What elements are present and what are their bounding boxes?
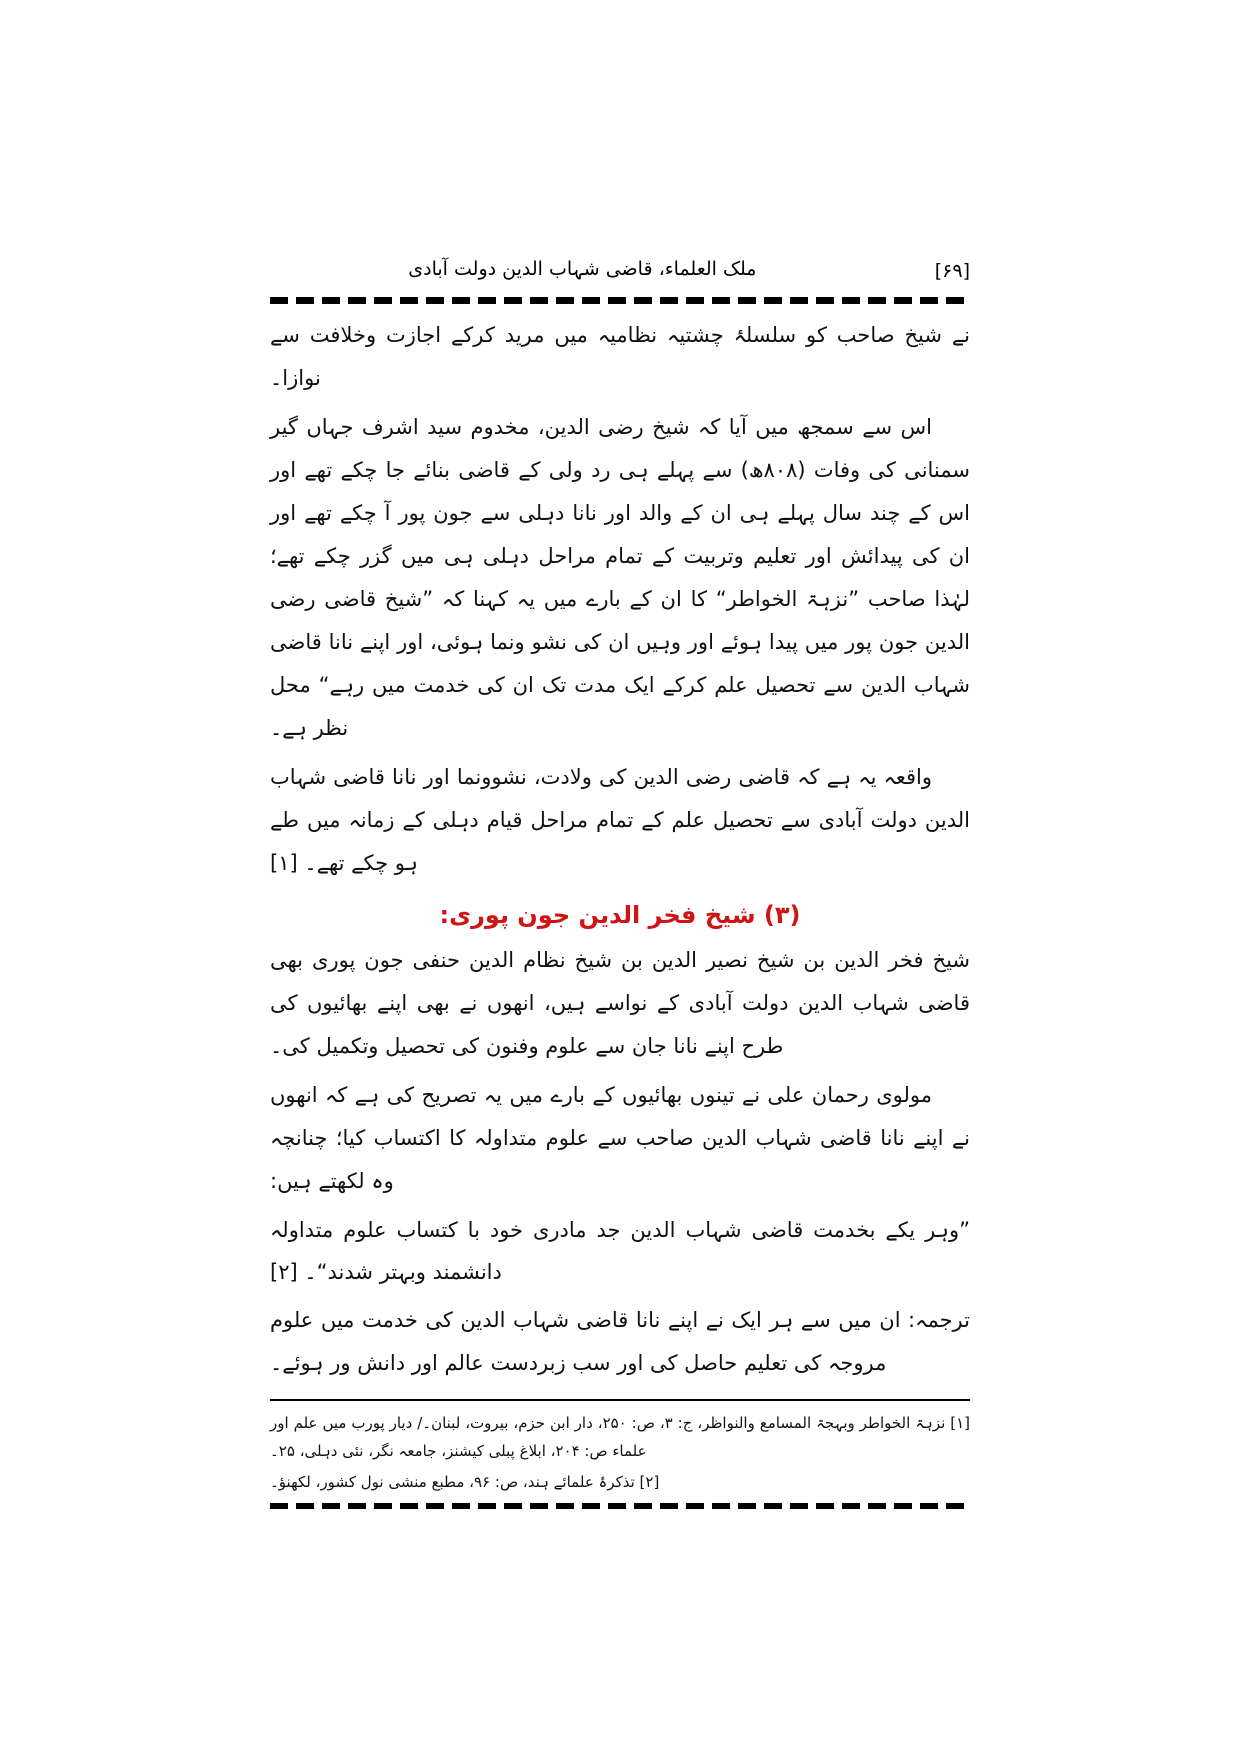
paragraph-2: اس سے سمجھ میں آیا کہ شیخ رضی الدین، مخدوم سید اشرف جہاں گیر سمنانی کی وفات (۸۰۸ھ) سے پہلے ہی رد ولی کے قاضی بنائے جا چکے تھے اور اس کے چند سال پہلے ہی ان کے والد اور نانا دہلی سے جون پور آ چکے تھے اور ان کی پیدائش اور تعلیم وتربیت کے تمام مراحل دہلی ہی میں گزر چکے تھے؛ لہٰذا صاحب ”نزہۃ الخواطر“ کا ان کے بارے میں یہ کہنا کہ ”شیخ قاضی رضی الدین جون پور میں پیدا ہوئے اور وہیں ان کی نشو ونما ہوئی، اور اپنے نانا قاضی شہاب الدین سے تحصیل علم کرکے ایک مدت تک ان کی خدمت میں رہے“ محل نظر ہے۔ — [270, 414, 971, 740]
section-heading: (۳) شیخ فخر الدین جون پوری: — [439, 901, 801, 930]
persian-quote: ”وہر یکے بخدمت قاضی شہاب الدین جد مادری خود با کتساب علوم متداولہ دانشمند وبہتر شدند“۔ [۲] — [270, 1218, 970, 1285]
page-number: [۶۹] — [934, 259, 970, 282]
translation-paragraph: ترجمہ: ان میں سے ہر ایک نے اپنے نانا قاضی شہاب الدین کی خدمت میں علوم مروجہ کی تعلیم حاصل کی اور سب زبردست عالم اور دانش ور ہوئے۔ — [270, 1308, 970, 1376]
paragraph-5: مولوی رحمان علی نے تینوں بھائیوں کے بارے میں یہ تصریح کی ہے کہ انھوں نے اپنے نانا قاضی شہاب الدین صاحب سے علوم متداولہ کا اکتساب کیا؛ چنانچہ وہ لکھتے ہیں: — [270, 1083, 970, 1194]
paragraph-1: نے شیخ صاحب کو سلسلۂ چشتیہ نظامیہ میں مرید کرکے اجازت وخلافت سے نوازا۔ — [270, 322, 970, 390]
footnote-separator — [270, 1399, 970, 1401]
footer-divider-dashed — [270, 1503, 970, 1509]
footnote-2: [۲] تذکرۂ علمائے ہند، ص: ۹۶، مطبع منشی نول کشور، لکھنؤ۔ — [270, 1472, 660, 1491]
header-divider-dashed — [270, 297, 970, 304]
footnote-1: [۱] نزہۃ الخواطر وبہجۃ المسامع والنواظر، ج: ۳، ص: ۲۵۰، دار ابن حزم، بیروت، لبنان۔/ دیار پورب میں علم اور علماء ص: ۲۰۴، ابلاغ پبلی کیشنز، جامعہ نگر، نئی دہلی، ۲۵۔ — [270, 1413, 970, 1461]
paragraph-3: واقعہ یہ ہے کہ قاضی رضی الدین کی ولادت، نشوونما اور نانا قاضی شہاب الدین دولت آبادی سے تحصیل علم کے تمام مراحل قیام دہلی کے زمانہ میں طے ہو چکے تھے۔ [۱] — [270, 764, 970, 876]
footnotes-block — [270, 1409, 970, 1497]
page-content — [270, 255, 970, 1513]
page-header — [270, 255, 970, 290]
running-title: ملک العلماء، قاضی شہاب الدین دولت آبادی — [408, 258, 757, 280]
paragraph-4: شیخ فخر الدین بن شیخ نصیر الدین بن شیخ نظام الدین حنفی جون پوری بھی قاضی شہاب الدین دولت آبادی کے نواسے ہیں، انھوں نے بھی اپنے بھائیوں کی طرح اپنے نانا جان سے علوم وفنون کی تحصیل وتکمیل کی۔ — [270, 948, 970, 1059]
